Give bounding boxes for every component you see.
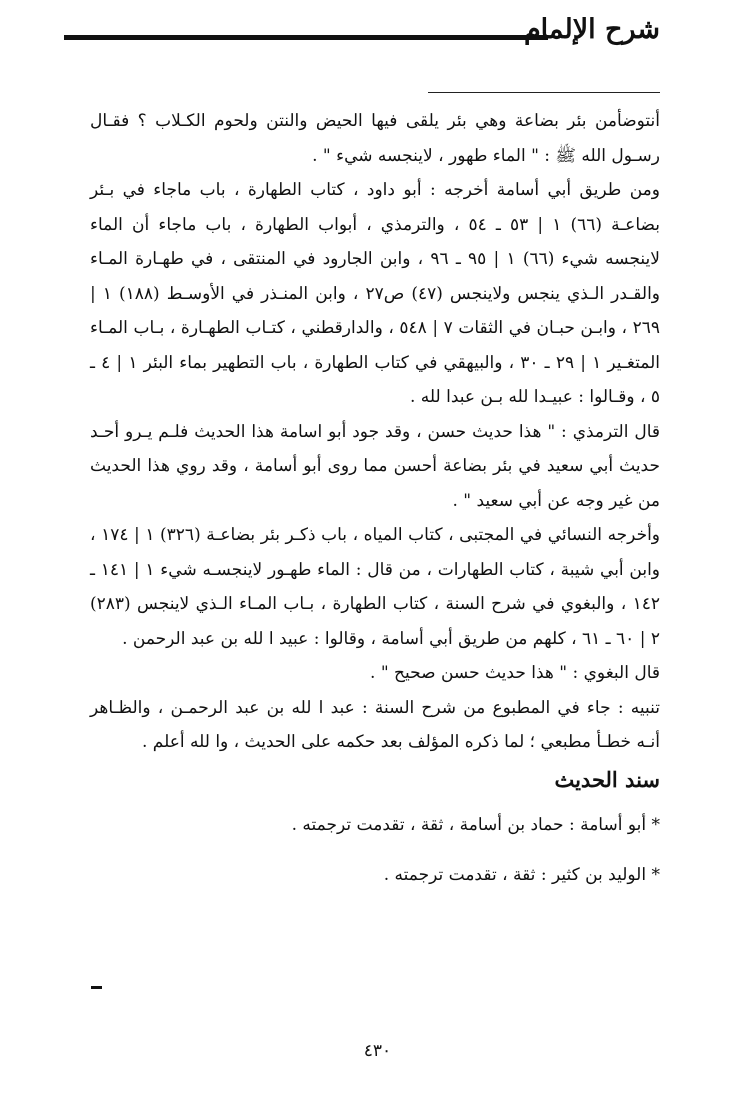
paragraph-takhrij: ومن طريق أبي أسامة أخرجه : أبو داود ، كتاب الطهارة ، باب ماجاء في بـئر بضاعـة (٦٦) ١ | ٥٣ ـ ٥٤ ، والترمذي ، أبواب الطهارة ، باب ماجاء أن الماء لاينجسه شيء (٦٦) ١ | ٩٥ ـ ٩٦ ، وابن الجارود في المنتقى ، في طهـارة المـاء والقـدر الـذي ينجس ولاينجس (٤٧) ص٢٧ ، وابن المنـذر في الأوسـط (١٨٨) ١ | ٢٦٩ ، وابـن حبـان في الثقات ٧ | ٥٤٨ ، والدارقطني ، كتـاب الطهـارة ، بـاب المـاء المتغـير ١ | ٢٩ ـ ٣٠ ، والبيهقي في كتاب الطهارة ، باب التطهير بماء البئر ١ | ٤ ـ ٥ ، وقـالوا : عبيـدا لله بـن عبدا لله . <box>90 180 660 407</box>
footnote-text <box>90 104 660 909</box>
paragraph-hadith: أنتوضأمن بئر بضاعة وهي بئر يلقى فيها الحيض والنتن ولحوم الكـلاب ؟ فقـال رسـول الله ﷺ : " الماء طهور ، لاينجسه شيء " . <box>90 111 660 166</box>
paragraph-baghawi: قال البغوي : " هذا حديث حسن صحيح " . <box>370 663 660 683</box>
paragraph-nasai: وأخرجه النسائي في المجتبى ، كتاب المياه ، باب ذكـر بئر بضاعـة (٣٢٦) ١ | ١٧٤ ، وابن أبي شيبة ، كتاب الطهارات ، من قال : الماء طهـور لاينجسـه شيء ١ | ١٤١ ـ ١٤٢ ، والبغوي في شرح السنة ، كتاب الطهارة ، بـاب المـاء الـذي لاينجس (٢٨٣) ٢ | ٦٠ ـ ٦١ ، كلهم من طريق أبي أسامة ، وقالوا : عبيد ا لله بن عبد الرحمن . <box>90 525 661 649</box>
narrator-item: * أبو أسامة : حماد بن أسامة ، ثقة ، تقدمت ترجمته . <box>291 814 660 835</box>
header-rule <box>64 35 548 40</box>
narrator-item: * الوليد بن كثير : ثقة ، تقدمت ترجمته . <box>383 865 660 885</box>
margin-dash <box>91 986 102 989</box>
paragraph-note: تنبيه : جاء في المطبوع من شرح السنة : عبد ا لله بن عبد الرحمـن ، والظـاهر أنـه خطـأ مطبعي ؛ لما ذكره المؤلف بعد حكمه على الحديث ، وا لله أعلم . <box>90 697 660 752</box>
page-number: ٤٣٠ <box>363 1041 392 1061</box>
paragraph-tirmidhi: قال الترمذي : " هذا حديث حسن ، وقد جود أبو اسامة هذا الحديث فلـم يـرو أحـد حديث أبي سعيد في بئر بضاعة أحسن مما روى أبو أسامة ، وقد روي هذا الحديث من غير وجه عن أبي سعيد " . <box>90 421 660 511</box>
header-title: شرح الإلمام <box>523 14 660 45</box>
footnote-divider <box>428 92 660 93</box>
running-header <box>60 14 660 60</box>
section-title: سند الحديث <box>554 766 660 792</box>
